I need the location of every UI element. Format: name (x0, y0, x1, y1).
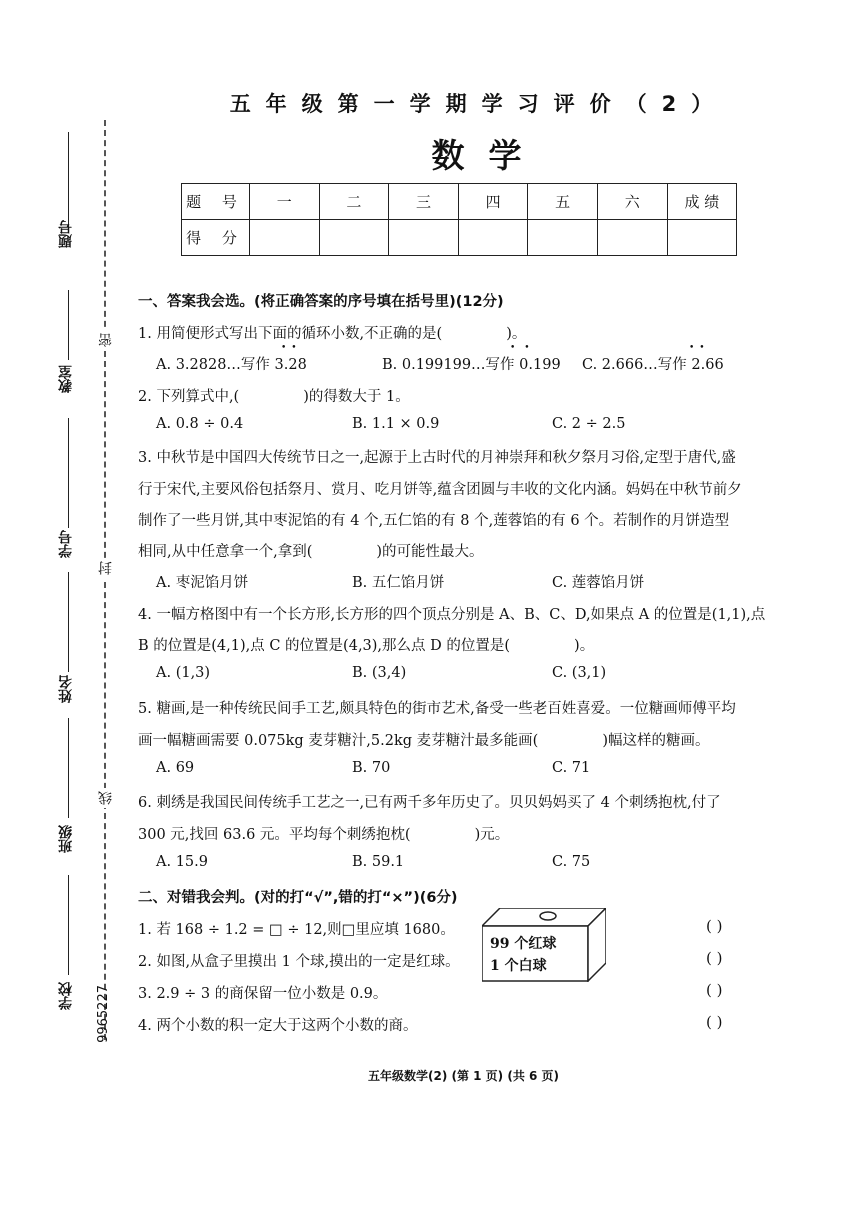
q4-line2-b: )。 (574, 638, 595, 654)
section1-title: 一、答案我会选。(将正确答案的序号填在括号里)(12分) (138, 294, 504, 310)
q4-option-a: A. (1,3) (156, 665, 211, 681)
q4-line2 (138, 634, 594, 655)
q4-option-b: B. (3,4) (352, 665, 407, 681)
binding-line-3 (68, 418, 69, 528)
q2-text (138, 385, 410, 406)
seal-dashed-line (104, 120, 106, 1040)
score-cell-q3: 三 (389, 184, 459, 220)
q4-line2-a: B 的位置是(4,1),点 C 的位置是(4,3),那么点 D 的位置是( (138, 638, 511, 654)
score-cell-q1: 一 (250, 184, 320, 220)
binding-label-classroom: 教室 (58, 365, 74, 393)
q3-option-b: B. 五仁馅月饼 (352, 575, 445, 591)
q2-text-b: )的得数大于 1。 (303, 389, 410, 405)
score-table-score-row (182, 220, 737, 256)
q3-option-c: C. 莲蓉馅月饼 (552, 575, 645, 591)
binding-label-school: 学校 (58, 982, 74, 1010)
q1-option-a: A. 3.2828…写作 3.28 (156, 357, 307, 373)
q6-line2 (138, 823, 509, 844)
score-cell-label: 题 号 (182, 184, 250, 220)
binding-label-student-number: 学号 (58, 530, 74, 558)
seal-char-xian: 线 (96, 788, 116, 808)
score-cell-defen: 得 分 (182, 220, 250, 256)
q2-option-b: B. 1.1 × 0.9 (352, 416, 440, 432)
q2-option-a: A. 0.8 ÷ 0.4 (156, 416, 244, 432)
q4-option-c: C. (3,1) (552, 665, 607, 681)
q1-text-b: )。 (506, 326, 527, 342)
q1b-recurring-dots: •• (510, 343, 539, 353)
q5-line2-a: 画一幅糖画需要 0.075kg 麦芽糖汁,5.2kg 麦芽糖汁最多能画( (138, 733, 539, 749)
subject-title: 数学 (431, 136, 546, 175)
q5-line1: 5. 糖画,是一种传统民间手工艺,颇具特色的街市艺术,备受一些老百姓喜爱。一位糖画师傅平均 (138, 701, 736, 717)
q3-line2: 行于宋代,主要风俗包括祭月、赏月、吃月饼等,蕴含团圆与丰收的文化内涵。妈妈在中秋节前夕 (138, 482, 742, 498)
q6-line1: 6. 刺绣是我国民间传统手工艺之一,已有两千多年历史了。贝贝妈妈买了 4 个刺绣抱枕,付了 (138, 795, 721, 811)
tf-item-4: 4. 两个小数的积一定大于这两个小数的商。 (138, 1018, 418, 1034)
tf-item-2: 2. 如图,从盒子里摸出 1 个球,摸出的一定是红球。 (138, 954, 460, 970)
q3-line4-b: )的可能性最大。 (376, 544, 484, 560)
page-footer: 五年级数学(2) (第 1 页) (共 6 页) (367, 1069, 560, 1083)
tf-item-3: 3. 2.9 ÷ 3 的商保留一位小数是 0.9。 (138, 986, 388, 1002)
binding-label-tihao: 题号 (58, 220, 74, 248)
serial-number: 9965227 (96, 985, 111, 1043)
tf-answer-3[interactable]: ( ) (706, 981, 723, 999)
q3-line1: 3. 中秋节是中国四大传统节日之一,起源于上古时代的月神崇拜和秋夕祭月习俗,定型于唐代,盛 (138, 450, 736, 466)
q4-line1: 4. 一幅方格图中有一个长方形,长方形的四个顶点分别是 A、B、C、D,如果点 A 的位置是(1,1),点 (138, 607, 766, 623)
tf-answer-2[interactable]: ( ) (706, 949, 723, 967)
tf-item-1: 1. 若 168 ÷ 1.2 = □ ÷ 12,则□里应填 1680。 (138, 922, 455, 938)
score-cell-q2: 二 (319, 184, 389, 220)
q3-line3: 制作了一些月饼,其中枣泥馅的有 4 个,五仁馅的有 8 个,莲蓉馅的有 6 个。若制作的月饼造型 (138, 513, 730, 529)
score-input-q3[interactable] (389, 220, 459, 256)
binding-line-5 (68, 718, 69, 818)
tf-answer-1[interactable]: ( ) (706, 917, 723, 935)
score-input-q4[interactable] (458, 220, 528, 256)
binding-line-2 (68, 290, 69, 360)
score-cell-q6: 六 (597, 184, 667, 220)
tf-answer-4[interactable]: ( ) (706, 1013, 723, 1031)
binding-label-name: 姓名 (58, 675, 74, 703)
seal-char-mi: 密 (96, 330, 116, 350)
score-table-header-row (182, 184, 737, 220)
q6-line2-b: )元。 (474, 827, 510, 843)
q1-text-a: 1. 用简便形式写出下面的循环小数,不正确的是( (138, 326, 443, 342)
q3-option-a: A. 枣泥馅月饼 (156, 575, 249, 591)
q5-option-a: A. 69 (156, 760, 195, 776)
section2-title: 二、对错我会判。(对的打“√”,错的打“×”)(6分) (138, 890, 458, 906)
q2-option-c: C. 2 ÷ 2.5 (552, 416, 626, 432)
q2-text-a: 2. 下列算式中,( (138, 389, 240, 405)
q5-line2 (138, 729, 709, 750)
q3-line4 (138, 540, 484, 561)
q1a-recurring-dots: •• (281, 343, 302, 353)
score-cell-q5: 五 (528, 184, 598, 220)
q5-line2-b: )幅这样的糖画。 (602, 733, 710, 749)
q5-option-c: C. 71 (552, 760, 591, 776)
q1-text (138, 322, 526, 343)
score-table (181, 183, 737, 256)
box-label-white: 1 个白球 (490, 958, 547, 974)
score-input-total[interactable] (667, 220, 737, 256)
score-input-q6[interactable] (597, 220, 667, 256)
box-label-red: 99 个红球 (490, 936, 557, 952)
binding-line-6 (68, 875, 69, 975)
q6-option-b: B. 59.1 (352, 854, 405, 870)
q1-option-b: B. 0.199199…写作 0.199 (382, 357, 561, 373)
binding-line-4 (68, 572, 69, 672)
q1c-recurring-dots: •• (689, 343, 710, 353)
q6-option-a: A. 15.9 (156, 854, 208, 870)
q1-option-c: C. 2.666…写作 2.66 (582, 357, 724, 373)
q6-option-c: C. 75 (552, 854, 591, 870)
exam-title: 五年级第一学期学习评价（2） (229, 92, 728, 116)
score-cell-total: 成 绩 (667, 184, 737, 220)
score-cell-q4: 四 (458, 184, 528, 220)
q3-line4-a: 相同,从中任意拿一个,拿到( (138, 544, 313, 560)
binding-label-class: 班级 (58, 825, 74, 853)
q6-line2-a: 300 元,找回 63.6 元。平均每个刺绣抱枕( (138, 827, 411, 843)
score-input-q5[interactable] (528, 220, 598, 256)
seal-char-feng: 封 (96, 558, 116, 578)
q5-option-b: B. 70 (352, 760, 391, 776)
score-input-q2[interactable] (319, 220, 389, 256)
score-input-q1[interactable] (250, 220, 320, 256)
